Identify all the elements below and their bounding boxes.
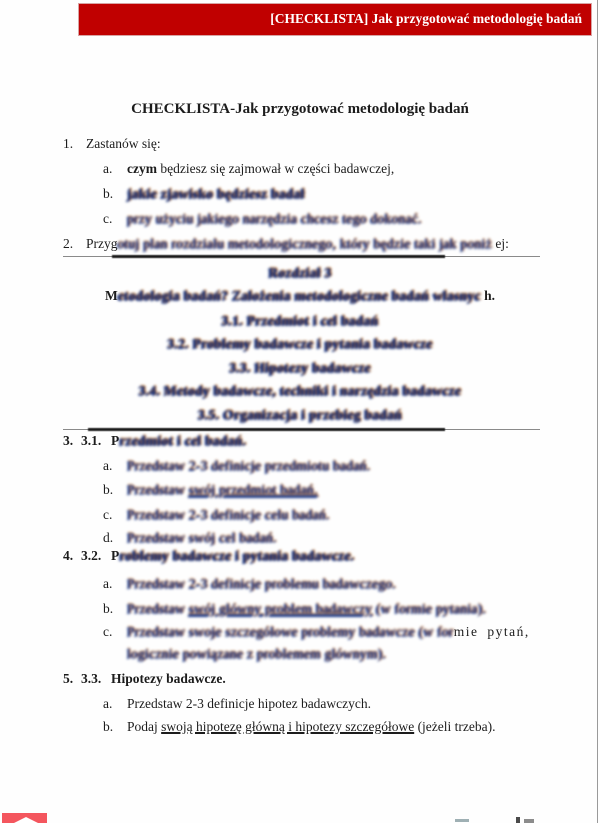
item-text: Przedstaw 2-3 definicje hipotez badawczych. <box>127 696 372 711</box>
item-text: ej: <box>492 236 509 251</box>
item-letter: a. <box>103 458 113 473</box>
section-5-heading <box>63 671 226 687</box>
toc-line-5: 3.5. Organizacja i przebieg badań <box>197 407 403 422</box>
blurred-text: etodologia badań? Założenia metodologiczne badań własnyc <box>117 288 481 303</box>
banner-title: [CHECKLISTA] Jak przygotować metodologię badań <box>270 11 582 26</box>
item-text: Podaj <box>127 719 162 734</box>
list-item-5b <box>103 719 496 735</box>
list-item-2 <box>63 236 509 252</box>
item-subnumber: 3.3. <box>81 671 102 686</box>
list-item-1 <box>63 136 161 152</box>
list-item-4b <box>103 601 486 617</box>
list-item-3b <box>103 482 318 498</box>
toc-line-4: 3.4. Metody badawcze, techniki i narzędzia badawcze <box>138 383 462 398</box>
clear-letter: P <box>111 548 120 563</box>
list-item-4c-line2 <box>127 646 386 662</box>
item-text: (jeżeli trzeba). <box>414 719 496 734</box>
item-letter: a. <box>103 161 113 176</box>
blurred-text: przy użyciu jakiego narzędzia chcesz tego dokonać. <box>127 211 422 226</box>
list-item-3a <box>103 458 371 474</box>
item-letter: b. <box>103 186 114 201</box>
list-item-5a <box>103 696 371 712</box>
box-top-rule-dark <box>112 255 445 258</box>
blurred-text: Przedstaw 2-3 definicje celu badań. <box>127 507 330 522</box>
list-item-4c-line1 <box>103 624 530 640</box>
underlined-text: swoją hipotezę główną i hipotezy szczegółowe <box>161 719 415 734</box>
chapter-heading: Rozdział 3 <box>268 265 332 280</box>
header-banner <box>78 3 592 36</box>
item-text: Zastanów się: <box>86 136 161 151</box>
blurred-text: Przedstaw <box>127 601 189 616</box>
section-3-heading <box>63 433 246 449</box>
section-4-heading <box>63 548 354 564</box>
item-letter: a. <box>103 696 113 711</box>
item-letter: b. <box>103 482 114 497</box>
item-text: mie pytań, <box>453 624 530 639</box>
footer-cutoff-text-fragment <box>516 817 520 823</box>
blurred-text: otuj plan rozdziału metodologicznego, który będzie taki jak poniż <box>117 236 493 251</box>
item-number: 2. <box>63 236 74 251</box>
doc-title: CHECKLISTA-Jak przygotować metodologię badań <box>131 101 469 117</box>
item-text: Przyg <box>86 236 118 251</box>
blurred-text: Przedstaw 2-3 definicje problemu badawczego. <box>127 576 397 591</box>
blurred-text: Przedstaw 2-3 definicje przedmiotu badań. <box>127 458 371 473</box>
item-subnumber: 3.1. <box>81 433 102 448</box>
item-number: 1. <box>63 136 74 151</box>
item-number: 4. <box>63 548 74 563</box>
item-letter: b. <box>103 719 114 734</box>
item-text: będziesz się zajmował w części badawczej, <box>156 161 395 176</box>
blurred-text: (w formie pytania). <box>372 601 487 616</box>
list-item-1b <box>103 186 305 202</box>
item-letter: b. <box>103 601 114 616</box>
chapter-subtitle <box>0 288 600 304</box>
footer-cutoff-text-fragment <box>524 819 534 823</box>
toc-line-3: 3.3. Hipotezy badawcze <box>229 360 371 375</box>
item-text-bold: czym <box>127 161 157 176</box>
item-letter: d. <box>103 530 114 545</box>
heading-text: Hipotezy badawcze. <box>111 671 226 686</box>
blurred-text: Przedstaw swoje szczegółowe problemy badawcze (w for <box>127 624 454 639</box>
blurred-underlined-text: swój główny problem badawczy <box>188 601 373 616</box>
item-subnumber: 3.2. <box>81 548 102 563</box>
toc-line-1: 3.1. Przedmiot i cel badań <box>221 313 379 328</box>
item-letter: c. <box>103 211 113 226</box>
list-item-1c <box>103 211 422 227</box>
list-item-1a <box>103 161 394 177</box>
item-number: 5. <box>63 671 74 686</box>
footer-logo-fragment <box>2 813 47 823</box>
clear-letter: P <box>111 433 120 448</box>
list-item-3c <box>103 507 330 523</box>
blurred-underlined-text: swój przedmiot badań. <box>188 482 318 497</box>
footer-cutoff-text-fragment <box>455 819 469 822</box>
list-item-3d <box>103 530 277 546</box>
clear-letter: h. <box>480 288 495 303</box>
toc-line-2: 3.2. Problemy badawcze i pytania badawcze <box>167 336 433 351</box>
blurred-text: roblemy badawcze i pytania badawcze. <box>119 548 355 563</box>
list-item-4a <box>103 576 396 592</box>
blurred-text: Przedstaw <box>127 482 189 497</box>
item-number: 3. <box>63 433 74 448</box>
graduation-cap-icon <box>12 817 40 823</box>
item-letter: c. <box>103 624 113 639</box>
blurred-text: rzedmiot i cel badań. <box>119 433 247 448</box>
item-letter: a. <box>103 576 113 591</box>
item-letter: c. <box>103 507 113 522</box>
blurred-text: jakie zjawisko będziesz badał <box>127 186 305 201</box>
box-bottom-rule-dark <box>88 428 445 431</box>
blurred-text: logicznie powiązane z problemem głównym). <box>127 646 387 661</box>
blurred-text: Przedstaw swój cel badań. <box>127 530 277 545</box>
clear-letter: M <box>105 288 118 303</box>
